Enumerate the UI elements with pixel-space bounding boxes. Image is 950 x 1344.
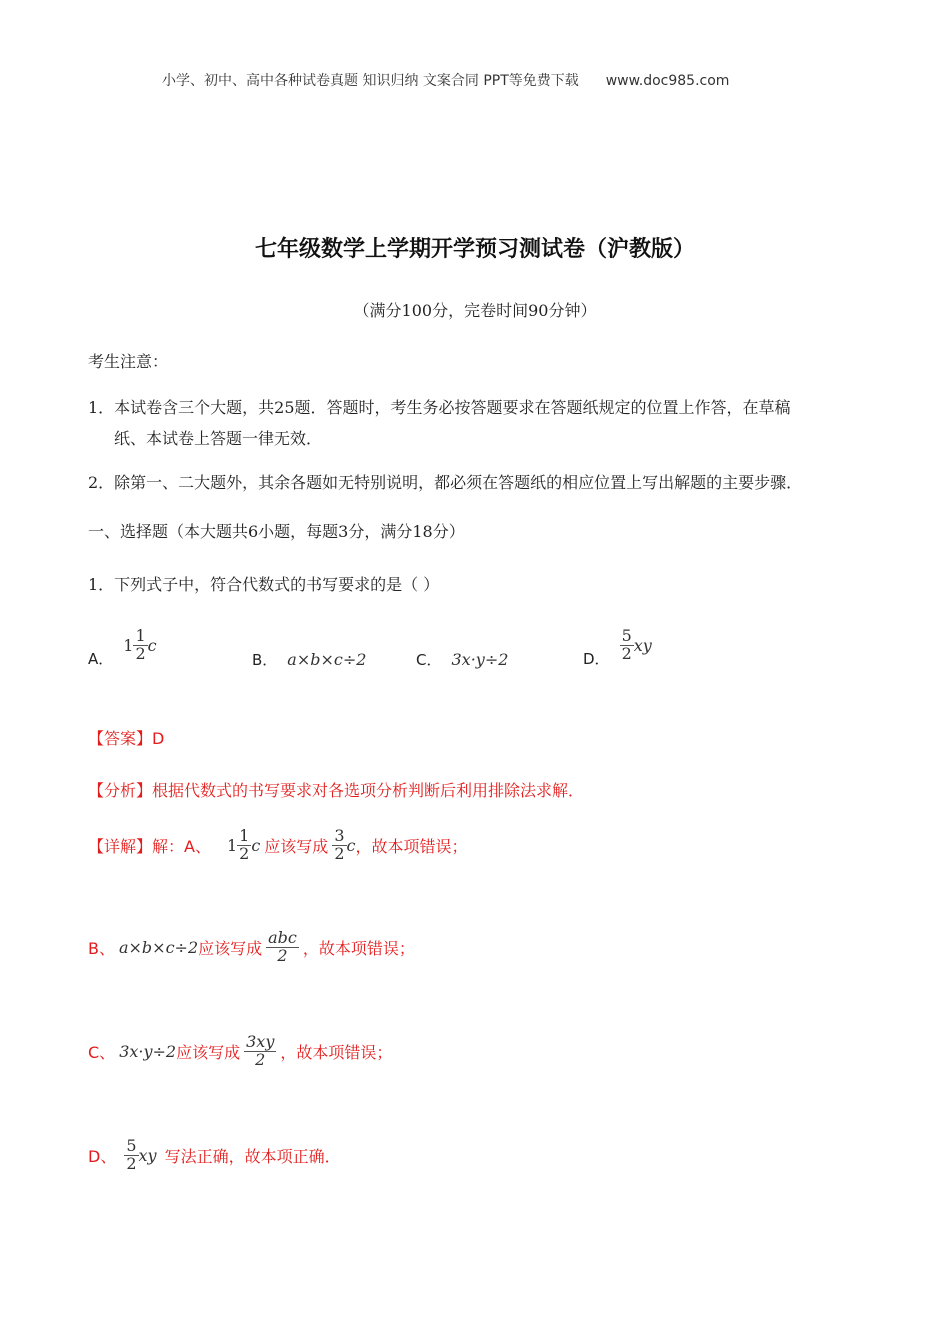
option-a[interactable] (88, 622, 157, 669)
option-d-variable: xy (633, 636, 652, 655)
option-d[interactable] (583, 622, 652, 669)
answer-line: 【答案】D (88, 729, 165, 748)
detail-a-suffix: ，故本项错误； (355, 836, 468, 856)
detail-c-fix-fraction (244, 1034, 276, 1069)
option-a-whole: 1 (123, 636, 134, 655)
notice-item-2: 2．除第一、二大题外，其余各题如无特别说明，都必须在答题纸的相应位置上写出解题的主要步骤． (88, 473, 803, 492)
option-c-expression: 3x·y÷2 (451, 650, 509, 669)
detail-b-should-write: 应该写成 (198, 938, 263, 958)
detail-c-fix-denominator: 2 (255, 1049, 266, 1069)
page-subtitle: （满分100分，完卷时间90分钟） (353, 301, 597, 320)
detail-a-fix-fraction (332, 828, 346, 863)
detail-d-prefix: D、 (88, 1146, 117, 1166)
detail-d-variable: xy (138, 1145, 157, 1165)
detail-a-whole: 1 (226, 835, 238, 855)
detail-c (88, 1034, 392, 1069)
option-a-denominator: 2 (135, 644, 146, 663)
detail-a (88, 828, 467, 863)
analysis-line: 【分析】根据代数式的书写要求对各选项分析判断后利用排除法求解． (88, 781, 585, 800)
detail-a-should-write: 应该写成 (264, 836, 329, 856)
header-banner (162, 70, 729, 90)
detail-c-should-write: 应该写成 (176, 1042, 241, 1062)
option-d-numerator: 5 (621, 626, 632, 646)
detail-b (88, 930, 415, 965)
notice-heading: 考生注意： (88, 352, 169, 371)
detail-d-numerator: 5 (126, 1136, 137, 1155)
option-c-label: C． (416, 651, 442, 669)
detail-a-numerator: 1 (239, 826, 250, 845)
detail-a-fraction (237, 828, 251, 863)
detail-a-denominator: 2 (239, 843, 250, 863)
detail-b-fix-fraction (266, 930, 299, 965)
notice-item-1-cont: 纸、本试卷上答题一律无效． (114, 429, 323, 448)
option-a-variable: c (147, 636, 157, 655)
detail-d (88, 1138, 341, 1173)
detail-b-suffix: ，故本项错误； (302, 938, 415, 958)
detail-c-expression: 3x·y÷2 (119, 1041, 177, 1061)
detail-c-fix-numerator: 3xy (246, 1032, 275, 1051)
detail-prefix: 【详解】解：A、 (88, 836, 211, 856)
detail-d-fraction (124, 1138, 138, 1173)
question-stem: 1．下列式子中，符合代数式的书写要求的是（ ） (88, 575, 440, 594)
option-b-expression: a×b×c÷2 (287, 650, 367, 669)
option-b-label: B． (252, 651, 278, 669)
header-text: 小学、初中、高中各种试卷真题 知识归纳 文案合同 PPT等免费下载 (162, 73, 579, 89)
detail-b-fix-denominator: 2 (277, 945, 288, 965)
option-b[interactable] (252, 649, 366, 670)
page-title: 七年级数学上学期开学预习测试卷（沪教版） (254, 237, 695, 262)
detail-d-denominator: 2 (126, 1153, 137, 1173)
detail-b-prefix: B、 (88, 938, 115, 958)
detail-a-fix-denominator: 2 (334, 843, 345, 863)
option-d-fraction (620, 628, 634, 663)
option-c[interactable] (416, 649, 508, 670)
detail-b-expression: a×b×c÷2 (118, 937, 199, 957)
detail-a-fix-numerator: 3 (334, 826, 345, 845)
section-heading: 一、选择题（本大题共6小题，每题3分，满分18分） (88, 522, 465, 541)
detail-a-fix-variable: c (346, 835, 356, 855)
header-site[interactable]: www.doc985.com (605, 73, 730, 89)
detail-d-suffix: 写法正确，故本项正确． (164, 1146, 341, 1166)
detail-c-prefix: C、 (88, 1042, 116, 1062)
option-a-numerator: 1 (135, 626, 146, 646)
notice-item-1: 1．本试卷含三个大题，共25题．答题时，考生务必按答题要求在答题纸规定的位置上作答，在草稿 (88, 398, 791, 417)
detail-b-fix-numerator: abc (268, 928, 297, 947)
option-a-fraction (133, 628, 147, 663)
detail-a-variable: c (251, 835, 261, 855)
option-d-denominator: 2 (621, 644, 632, 663)
option-d-label: D． (583, 650, 610, 668)
detail-c-suffix: ，故本项错误； (280, 1042, 393, 1062)
option-a-label: A． (88, 650, 114, 668)
